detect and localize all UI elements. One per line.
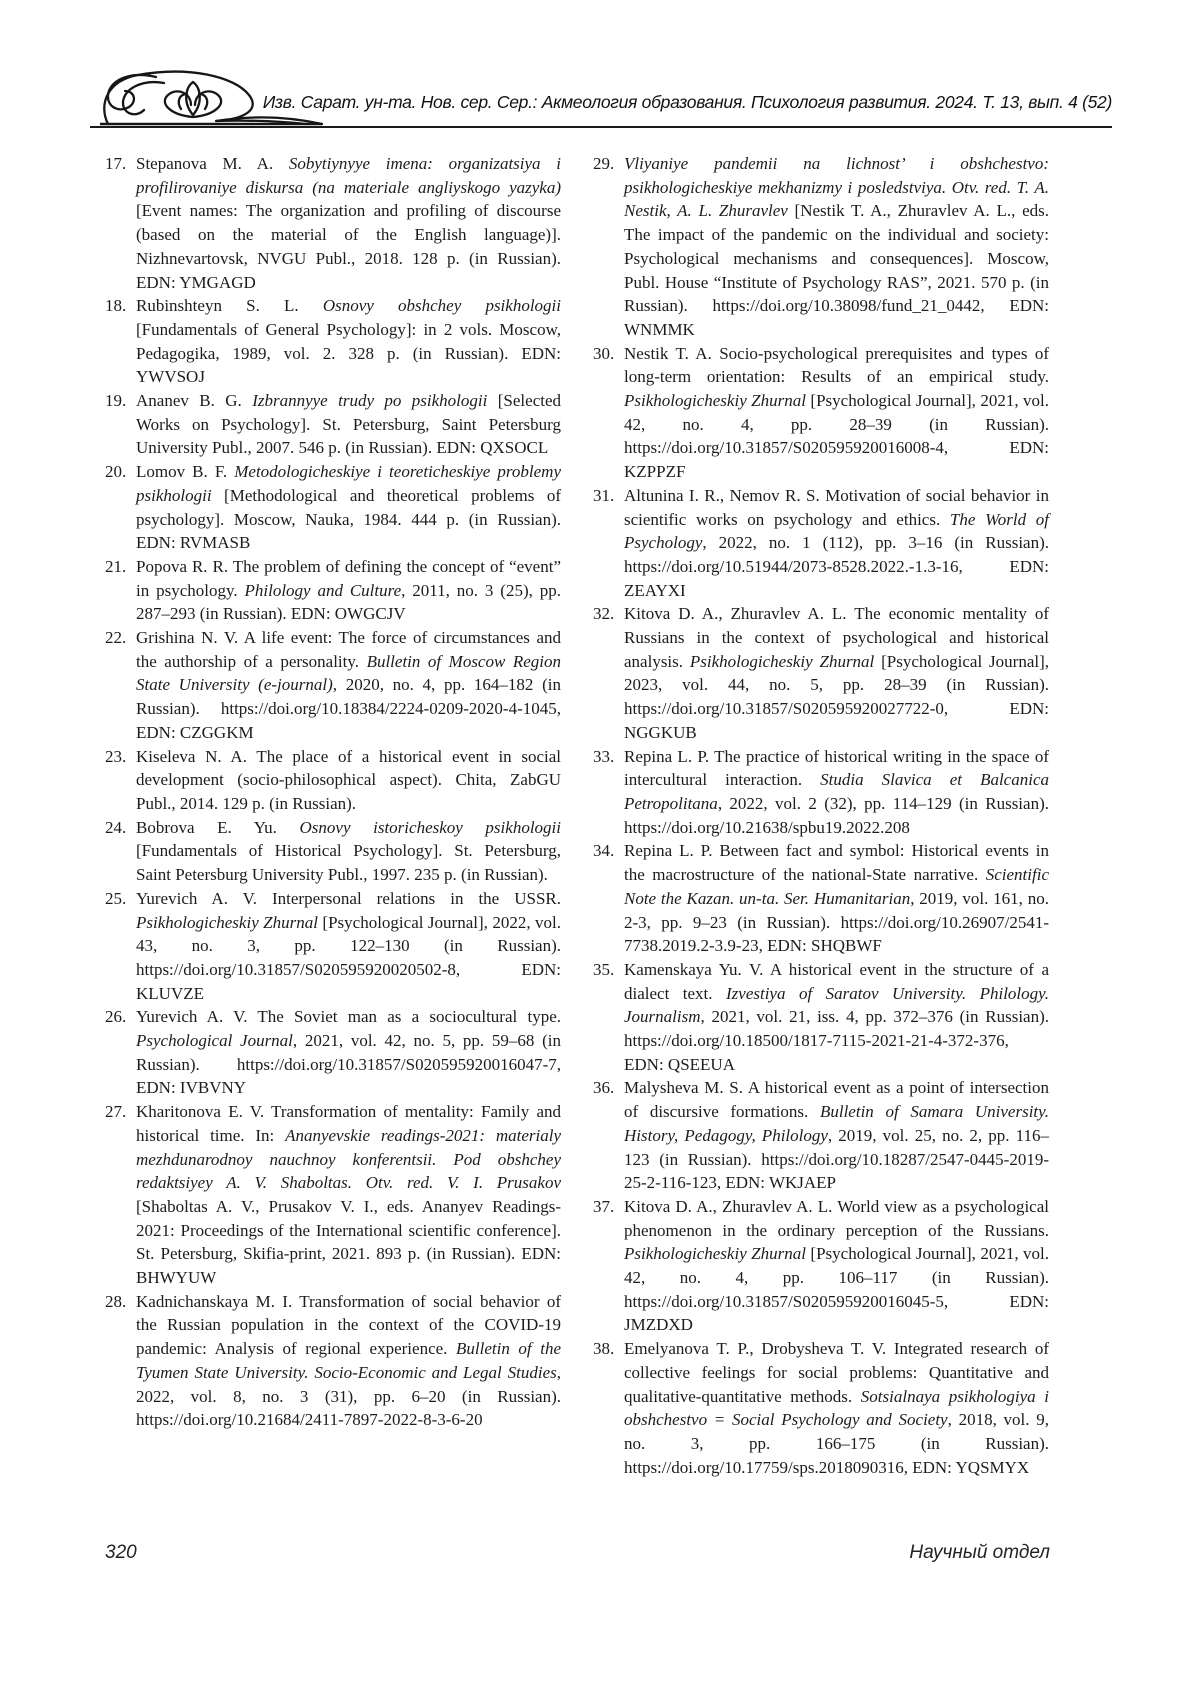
reference-item — [105, 389, 561, 460]
reference-text: Kharitonova E. V. Transformation of mentality: Family and historical time. In: Ananyevskie readings-2021: materialy mezhdunarodnoy nauchnoy konferentsii. Pod obshchey redaktsiyey A. V. Shaboltas. Otv. red. V. I. Prusakov [Shaboltas A. V., Prusakov V. I., eds. Ananyev Readings-2021: Proceedings of the International scientific conference]. St. Petersburg, Skifia-print, 2021. 893 p. (in Russian). EDN: BHWYUW — [136, 1102, 562, 1288]
reference-item — [593, 1076, 1049, 1195]
reference-number: 18. — [105, 296, 127, 316]
reference-item — [105, 294, 561, 389]
page-footer — [105, 1542, 1050, 1564]
reference-number: 31. — [593, 485, 615, 505]
reference-item — [593, 839, 1049, 958]
reference-number: 35. — [593, 959, 615, 979]
reference-item — [593, 1195, 1049, 1337]
reference-item — [593, 1337, 1049, 1479]
reference-number: 32. — [593, 604, 615, 624]
reference-item — [593, 958, 1049, 1077]
reference-item — [593, 152, 1049, 342]
reference-item — [105, 887, 561, 1006]
reference-number: 38. — [593, 1339, 615, 1359]
reference-item — [593, 342, 1049, 484]
reference-number: 33. — [593, 746, 615, 766]
reference-item — [105, 555, 561, 626]
reference-text: Kamenskaya Yu. V. A historical event in the structure of a dialect text. Izvestiya of Saratov University. Philology. Journalism, 2021, vol. 21, iss. 4, pp. 372–376 (in Russian). https://doi.org/10.18500/1817-7115-2021-21-4-372-376, EDN: QSEEUA — [624, 959, 1049, 1074]
reference-text: Kiseleva N. A. The place of a historical event in social development (socio-philosophical aspect). Chita, ZabGU Publ., 2014. 129 p. (in Russian). — [136, 746, 561, 813]
reference-number: 19. — [105, 391, 127, 411]
reference-item — [593, 484, 1049, 603]
reference-text: Grishina N. V. A life event: The force of circumstances and the authorship of a personality. Bulletin of Moscow Region State University (e-journal), 2020, no. 4, pp. 164–182 (in Russian). https://doi.org/10.18384/2224-0209-2020-4-1045, EDN: CZGGKM — [136, 628, 561, 742]
reference-item — [105, 1290, 561, 1432]
reference-number: 34. — [593, 841, 615, 861]
reference-text: Vliyaniye pandemii na lichnost’ i obshchestvo: psikhologicheskiye mekhanizmy i posledstviya. Otv. red. T. A. Nestik, A. L. Zhuravlev [Nestik T. A., Zhuravlev A. L., eds. The impact of the pandemic on the individual and society: Psychological mechanisms and consequences]. Moscow, Publ. House “Institute of Psychology RAS”, 2021. 570 p. (in Russian). https://doi.org/10.38098/fund_21_0442, EDN: WNMMK — [624, 154, 1050, 339]
reference-number: 28. — [105, 1291, 127, 1311]
reference-number: 22. — [105, 628, 127, 648]
reference-number: 37. — [593, 1196, 615, 1216]
reference-item — [105, 152, 561, 294]
reference-text: Bobrova E. Yu. Osnovy istoricheskoy psikhologii [Fundamentals of Historical Psychology]. St. Petersburg, Saint Petersburg University Publ., 1997. 235 p. (in Russian). — [136, 817, 561, 885]
reference-text: Kadnichanskaya M. I. Transformation of social behavior of the Russian population in the context of the COVID-19 pandemic: Analysis of regional experience. Bulletin of the Tyumen State University. Socio-Economic and Legal Studies, 2022, vol. 8, no. 3 (31), pp. 6–20 (in Russian). https://doi.org/10.21684/2411-7897-2022-8-3-6-20 — [136, 1291, 561, 1430]
section-label: Научный отдел — [909, 1542, 1050, 1563]
reference-text: Altunina I. R., Nemov R. S. Motivation of social behavior in scientific works on psychology and ethics. The World of Psychology, 2022, no. 1 (112), pp. 3–16 (in Russian). https://doi.org/10.51944/2073-8528.2022.-1.3-16, EDN: ZEAYXI — [624, 485, 1049, 600]
header-rule — [90, 126, 1112, 128]
reference-text: Lomov B. F. Metodologicheskiye i teoreticheskiye problemy psikhologii [Methodological and theoretical problems of psychology]. Moscow, Nauka, 1984. 444 p. (in Russian). EDN: RVMASB — [136, 462, 561, 553]
reference-number: 30. — [593, 343, 615, 363]
reference-text: Repina L. P. Between fact and symbol: Historical events in the macrostructure of the national-State narrative. Scientific Note the Kazan. un-ta. Ser. Humanitarian, 2019, vol. 161, no. 2-3, pp. 9–23 (in Russian). https://doi.org/10.26907/2541-7738.2019.2-3.9-23, EDN: SHQBWF — [624, 841, 1049, 956]
reference-item — [593, 602, 1049, 744]
references-left-column — [105, 152, 561, 1479]
reference-number: 24. — [105, 817, 127, 837]
reference-item — [105, 626, 561, 745]
reference-item — [105, 745, 561, 816]
reference-text: Repina L. P. The practice of historical writing in the space of intercultural interaction. Studia Slavica et Balcanica Petropolitana, 2022, vol. 2 (32), pp. 114–129 (in Russian). https://doi.org/10.21638/spbu19.2022.208 — [624, 746, 1049, 837]
reference-item — [105, 460, 561, 555]
reference-number: 29. — [593, 154, 615, 173]
reference-text: Kitova D. A., Zhuravlev A. L. World view as a psychological phenomenon in the ordinary perception of the Russians. Psikhologicheskiy Zhurnal [Psychological Journal], 2021, vol. 42, no. 4, pp. 106–117 (in Russian). https://doi.org/10.31857/S020595920016045-5, EDN: JMZDXD — [624, 1196, 1050, 1335]
reference-number: 21. — [105, 556, 127, 576]
reference-number: 27. — [105, 1102, 127, 1122]
references-section — [105, 152, 1050, 1479]
reference-item — [105, 1100, 561, 1290]
reference-text: Nestik T. A. Socio-psychological prerequisites and types of long-term orientation: Results of an empirical study. Psikhologicheskiy Zhurnal [Psychological Journal], 2021, vol. 42, no. 4, pp. 28–39 (in Russian). https://doi.org/10.31857/S020595920016008-4, EDN: KZPPZF — [624, 343, 1050, 482]
reference-item — [105, 1005, 561, 1100]
reference-text: Yurevich A. V. Interpersonal relations in the USSR. Psikhologicheskiy Zhurnal [Psychological Journal], 2022, vol. 43, no. 3, pp. 122–130 (in Russian). https://doi.org/10.31857/S020595920020502-8, EDN: KLUVZE — [136, 888, 562, 1003]
reference-text: Rubinshteyn S. L. Osnovy obshchey psikhologii [Fundamentals of General Psychology]: in 2 vols. Moscow, Pedagogika, 1989, vol. 2. 328 p. (in Russian). EDN: YWVSOJ — [136, 296, 561, 387]
reference-item — [105, 816, 561, 887]
reference-number: 26. — [105, 1007, 127, 1027]
reference-text: Ananev B. G. Izbrannyye trudy po psikhologii [Selected Works on Psychology]. St. Petersburg, Saint Petersburg University Publ., 2007. 546 p. (in Russian). EDN: QXSOCL — [136, 391, 562, 458]
page-number: 320 — [105, 1542, 137, 1563]
reference-number: 20. — [105, 462, 127, 482]
reference-number: 25. — [105, 888, 127, 908]
reference-text: Popova R. R. The problem of defining the concept of “event” in psychology. Philology and Culture, 2011, no. 3 (25), pp. 287–293 (in Russian). EDN: OWGCJV — [136, 556, 561, 624]
reference-text: Yurevich A. V. The Soviet man as a sociocultural type. Psychological Journal, 2021, vol. 42, no. 5, pp. 59–68 (in Russian). https://doi.org/10.31857/S020595920016047-7, EDN: IVBVNY — [136, 1007, 561, 1098]
reference-text: Kitova D. A., Zhuravlev A. L. The economic mentality of Russians in the context of psychological and historical analysis. Psikhologicheskiy Zhurnal [Psychological Journal], 2023, vol. 44, no. 5, pp. 28–39 (in Russian). https://doi.org/10.31857/S020595920027722-0, EDN: NGGKUB — [624, 604, 1049, 742]
reference-text: Stepanova M. A. Sobytiynyye imena: organizatsiya i profilirovaniye diskursa (na materiale angliyskogo yazyka) [Event names: The organization and profiling of discourse (based on the material of the English language)]. Nizhnevartovsk, NVGU Publ., 2018. 128 p. (in Russian). EDN: YMGAGD — [136, 154, 561, 292]
reference-number: 17. — [105, 154, 127, 173]
reference-item — [593, 745, 1049, 840]
reference-text: Malysheva M. S. A historical event as a point of intersection of discursive formations. Bulletin of Samara University. History, Pedagogy, Philology, 2019, vol. 25, no. 2, pp. 116–123 (in Russian). https://doi.org/10.18287/2547-0445-2019-25-2-116-123, EDN: WKJAEP — [624, 1078, 1050, 1193]
reference-text: Emelyanova T. P., Drobysheva T. V. Integrated research of collective feelings for social problems: Quantitative and qualitative-quantitative methods. Sotsialnaya psikhologiya i obshchestvo = Social Psychology and Society, 2018, vol. 9, no. 3, pp. 166–175 (in Russian). https://doi.org/10.17759/sps.2018090316, EDN: YQSMYX — [624, 1339, 1049, 1477]
journal-header-title: Изв. Сарат. ун-та. Нов. сер. Сер.: Акмеология образования. Психология развития. 2024. Т. 13, вып. 4 (52) — [262, 92, 1112, 112]
references-right-column — [593, 152, 1049, 1479]
reference-number: 23. — [105, 746, 127, 766]
reference-number: 36. — [593, 1078, 615, 1098]
